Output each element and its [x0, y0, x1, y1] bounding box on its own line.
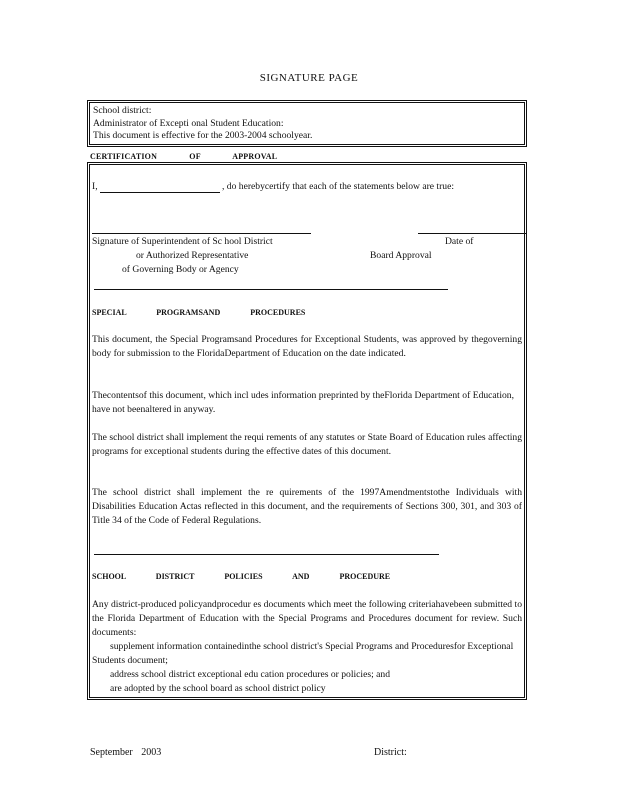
certify-suffix: , do herebycertify that each of the statements below are true:	[222, 181, 455, 192]
special-programs-paragraph-1: This document, the Special Programsand Procedures for Exceptional Students, was approved by thegoverning body for submission to the FloridaDepartment of Education on the date indicated.	[92, 334, 522, 359]
certification-box	[87, 162, 527, 700]
bullet-mark-icon	[92, 668, 110, 682]
date-of-label: Date of	[445, 236, 474, 247]
name-blank-line[interactable]	[100, 182, 220, 193]
certification-label: CERTIFICATION OF APPROVAL	[90, 152, 278, 161]
board-date-line[interactable]	[418, 233, 526, 234]
effective-year-line: This document is effective for the 2003-2004 schoolyear.	[93, 130, 313, 141]
policy-bullet-3-text: are adopted by the school board as school district policy	[110, 683, 326, 694]
special-programs-paragraph-4: The school district shall implement the re quirements of the 1997Amendmentstothe Individuals with Disabilities Education Actas reflected in this document, and the requirements of Sections 300, 301, and 303 of Title 34 of the Code of Federal Regulations.	[92, 487, 522, 526]
footer-district-label: District:	[374, 747, 407, 758]
special-programs-heading: SPECIAL PROGRAMSAND PROCEDURES	[92, 308, 306, 317]
section-divider-1	[94, 289, 448, 290]
signature-caption-2: or Authorized Representative	[136, 250, 249, 261]
footer-date: September 2003	[90, 747, 162, 758]
policy-bullet-2	[92, 668, 522, 682]
district-policies-intro: Any district-produced policyandprocedur es documents which meet the following criteriahavebeen submitted to the Florida Department of Education with the Special Programs and Procedures document for review. Such documents:	[92, 599, 522, 638]
bullet-mark-icon	[92, 682, 110, 696]
special-programs-paragraph-3: The school district shall implement the requi rements of any statutes or State Board of Education rules affecting programs for exceptional students during the effective dates of this document.	[92, 432, 522, 457]
school-district-line: School district:	[93, 105, 152, 116]
signature-caption-1: Signature of Superintendent of Sc hool District	[92, 236, 273, 247]
policy-bullet-1	[92, 640, 522, 668]
section-divider-2	[94, 554, 439, 555]
administrator-line: Administrator of Excepti onal Student Education:	[93, 117, 284, 129]
info-box	[87, 100, 527, 147]
policy-bullet-2-text: address school district exceptional edu cation procedures or policies; and	[110, 669, 390, 680]
certify-prefix: I,	[92, 181, 98, 192]
page-title: SIGNATURE PAGE	[259, 72, 359, 84]
certify-statement	[92, 180, 454, 193]
superintendent-signature-line[interactable]	[92, 233, 311, 234]
policy-bullet-3	[92, 682, 522, 696]
signature-caption-3: of Governing Body or Agency	[122, 264, 239, 275]
district-policies-heading: SCHOOL DISTRICT POLICIES AND PROCEDURE	[92, 572, 391, 581]
policy-bullet-1-text: supplement information containedinthe school district's Special Programs and Proceduresfor Exceptional Students document;	[92, 641, 514, 666]
special-programs-paragraph-2: Thecontentsof this document, which incl udes information preprinted by theFlorida Department of Education, have not beenaltered in anyway.	[92, 390, 514, 415]
board-approval-label: Board Approval	[370, 250, 432, 261]
bullet-mark-icon	[92, 640, 110, 654]
